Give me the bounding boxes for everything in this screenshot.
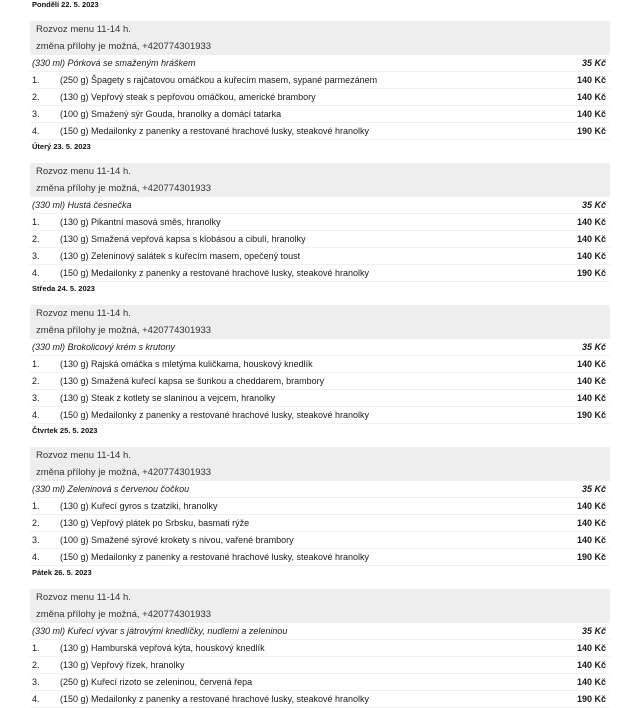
item-description: (250 g) Špagety s rajčatovou omáčkou a kuřecím masem, sypané parmezánem [60, 75, 378, 85]
item-price: 140 Kč [576, 518, 606, 528]
item-price: 140 Kč [576, 643, 606, 653]
day-title: Úterý 23. 5. 2023 [32, 142, 91, 151]
menu-item-row [30, 248, 610, 265]
item-number: 3. [32, 251, 40, 261]
soup-row [30, 55, 610, 72]
item-description: (130 g) Hamburská vepřová kýta, houskový knedlík [60, 643, 265, 653]
item-description: (250 g) Kuřecí rizoto se zeleninou, červená řepa [60, 677, 253, 687]
soup-price: 35 Kč [581, 626, 606, 636]
item-description: (130 g) Smažená vepřová kapsa s klobásou a cibulí, hranolky [60, 234, 306, 244]
delivery-info: změna přílohy je možná, +420774301933 [30, 606, 610, 623]
menu-item-row [30, 657, 610, 674]
delivery-info: Rozvoz menu 11-14 h. [30, 163, 610, 180]
item-description: (130 g) Smažená kuřecí kapsa se šunkou a cheddarem, brambory [60, 376, 325, 386]
item-description: (130 g) Vepřový steak s pepřovou omáčkou, americké brambory [60, 92, 316, 102]
delivery-info: změna přílohy je možná, +420774301933 [30, 180, 610, 197]
item-number: 1. [32, 75, 40, 85]
item-price: 190 Kč [576, 410, 606, 420]
item-price: 140 Kč [576, 660, 606, 670]
day-section [30, 140, 610, 282]
soup-description: (330 ml) Kuřecí vývar s játrovými knedlíčky, nudlemi a zeleninou [32, 626, 288, 636]
menu-item-row [30, 356, 610, 373]
menu-item-row [30, 123, 610, 140]
item-price: 190 Kč [576, 694, 606, 704]
item-description: (130 g) Rajská omáčka s mletýma kuličkama, houskový knedlík [60, 359, 313, 369]
day-section [30, 282, 610, 424]
soup-description: (330 ml) Zeleninová s červenou čočkou [32, 484, 190, 494]
delivery-info: Rozvoz menu 11-14 h. [30, 21, 610, 38]
day-title: Středa 24. 5. 2023 [32, 284, 95, 293]
soup-description: (330 ml) Brokolicový krém s krutony [32, 342, 176, 352]
weekly-menu [30, 0, 610, 708]
item-number: 4. [32, 410, 40, 420]
item-number: 3. [32, 109, 40, 119]
soup-description: (330 ml) Pórková se smaženým hráškem [32, 58, 196, 68]
item-price: 140 Kč [576, 535, 606, 545]
item-description: (130 g) Pikantní masová směs, hranolky [60, 217, 221, 227]
spacer [30, 296, 610, 305]
item-number: 2. [32, 234, 40, 244]
item-description: (130 g) Zeleninový salátek s kuřecím masem, opečený toust [60, 251, 301, 261]
menu-item-row [30, 373, 610, 390]
soup-row [30, 339, 610, 356]
spacer [30, 438, 610, 447]
item-price: 140 Kč [576, 359, 606, 369]
item-number: 4. [32, 552, 40, 562]
menu-item-row [30, 106, 610, 123]
menu-item-row [30, 265, 610, 282]
item-number: 1. [32, 501, 40, 511]
soup-price: 35 Kč [581, 58, 606, 68]
menu-item-row [30, 640, 610, 657]
spacer [30, 580, 610, 589]
item-number: 3. [32, 535, 40, 545]
item-number: 1. [32, 359, 40, 369]
item-price: 190 Kč [576, 268, 606, 278]
soup-description: (330 ml) Hustá česnečka [32, 200, 132, 210]
item-description: (150 g) Medailonky z panenky a restované hrachové lusky, steakové hranolky [60, 694, 370, 704]
soup-price: 35 Kč [581, 484, 606, 494]
delivery-info: změna přílohy je možná, +420774301933 [30, 322, 610, 339]
soup-price: 35 Kč [581, 200, 606, 210]
item-price: 140 Kč [576, 234, 606, 244]
item-description: (130 g) Vepřový plátek po Srbsku, basmati rýže [60, 518, 250, 528]
menu-item-row [30, 231, 610, 248]
item-description: (100 g) Smažené sýrové krokety s nivou, vařené brambory [60, 535, 294, 545]
item-price: 140 Kč [576, 376, 606, 386]
item-price: 140 Kč [576, 109, 606, 119]
item-description: (150 g) Medailonky z panenky a restované hrachové lusky, steakové hranolky [60, 126, 370, 136]
menu-item-row [30, 407, 610, 424]
spacer [30, 12, 610, 21]
item-price: 140 Kč [576, 92, 606, 102]
item-number: 2. [32, 376, 40, 386]
delivery-info: změna přílohy je možná, +420774301933 [30, 464, 610, 481]
item-number: 1. [32, 217, 40, 227]
item-number: 2. [32, 660, 40, 670]
soup-row [30, 481, 610, 498]
item-number: 2. [32, 518, 40, 528]
spacer [30, 154, 610, 163]
day-title: Pondělí 22. 5. 2023 [32, 0, 99, 9]
day-section [30, 566, 610, 708]
menu-item-row [30, 674, 610, 691]
item-number: 4. [32, 694, 40, 704]
item-price: 190 Kč [576, 126, 606, 136]
day-title: Pátek 26. 5. 2023 [32, 568, 92, 577]
item-description: (130 g) Kuřecí gyros s tzatziki, hranolky [60, 501, 218, 511]
item-description: (100 g) Smažený sýr Gouda, hranolky a domácí tatarka [60, 109, 282, 119]
soup-row [30, 623, 610, 640]
delivery-info: Rozvoz menu 11-14 h. [30, 447, 610, 464]
item-number: 4. [32, 126, 40, 136]
delivery-info: Rozvoz menu 11-14 h. [30, 305, 610, 322]
item-description: (130 g) Vepřový řízek, hranolky [60, 660, 185, 670]
menu-item-row [30, 214, 610, 231]
item-number: 3. [32, 677, 40, 687]
item-number: 1. [32, 643, 40, 653]
item-price: 140 Kč [576, 251, 606, 261]
item-price: 140 Kč [576, 393, 606, 403]
item-price: 140 Kč [576, 677, 606, 687]
item-number: 4. [32, 268, 40, 278]
item-description: (150 g) Medailonky z panenky a restované hrachové lusky, steakové hranolky [60, 410, 370, 420]
item-price: 140 Kč [576, 501, 606, 511]
soup-price: 35 Kč [581, 342, 606, 352]
item-description: (150 g) Medailonky z panenky a restované hrachové lusky, steakové hranolky [60, 552, 370, 562]
menu-item-row [30, 549, 610, 566]
menu-item-row [30, 498, 610, 515]
item-price: 190 Kč [576, 552, 606, 562]
soup-row [30, 197, 610, 214]
delivery-info: změna přílohy je možná, +420774301933 [30, 38, 610, 55]
day-section [30, 0, 610, 140]
day-title: Čtvrtek 25. 5. 2023 [32, 426, 98, 435]
menu-item-row [30, 89, 610, 106]
item-number: 2. [32, 92, 40, 102]
item-number: 3. [32, 393, 40, 403]
item-price: 140 Kč [576, 75, 606, 85]
menu-item-row [30, 515, 610, 532]
day-section [30, 424, 610, 566]
item-description: (130 g) Steak z kotlety se slaninou a vejcem, hranolky [60, 393, 276, 403]
item-price: 140 Kč [576, 217, 606, 227]
menu-item-row [30, 72, 610, 89]
menu-item-row [30, 390, 610, 407]
delivery-info: Rozvoz menu 11-14 h. [30, 589, 610, 606]
menu-item-row [30, 532, 610, 549]
item-description: (150 g) Medailonky z panenky a restované hrachové lusky, steakové hranolky [60, 268, 370, 278]
